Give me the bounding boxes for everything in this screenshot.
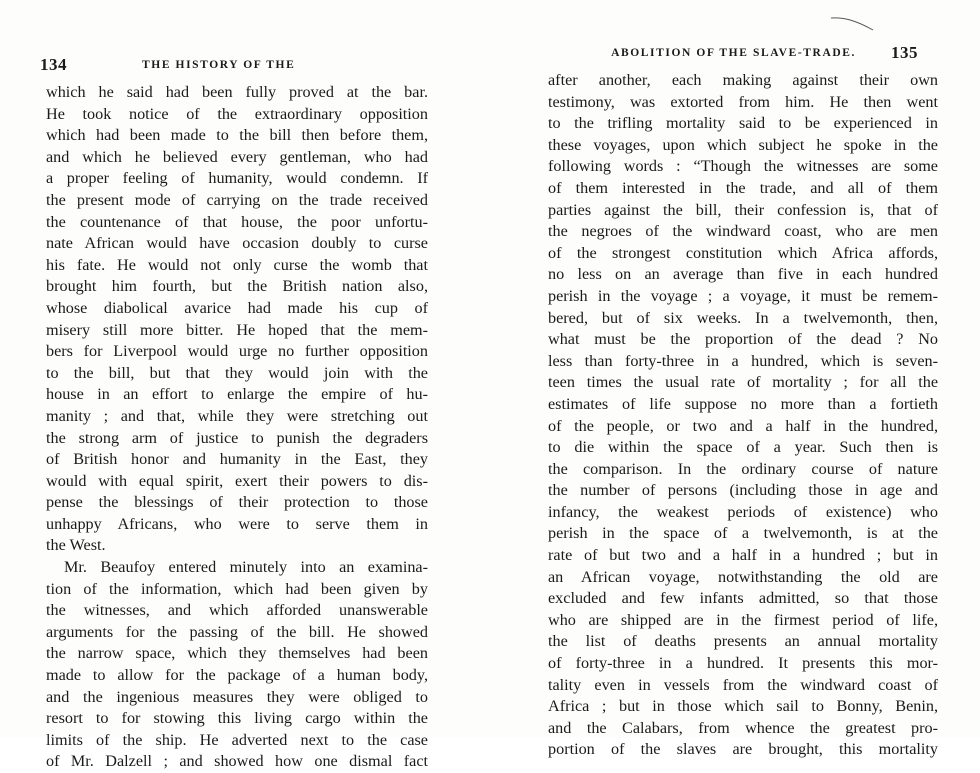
text-line: the negroes of the windward coast, who are men (548, 222, 938, 241)
text-line: the countenance of that house, the poor unfortu- (46, 212, 428, 231)
text-line: an African voyage, notwithstanding the old are (548, 567, 938, 586)
text-line: parties against the bill, their confession is, that of (548, 200, 938, 219)
text-line: which he said had been fully proved at the bar. (46, 83, 428, 101)
right-page-number: 135 (891, 43, 918, 62)
text-line: the number of persons (including those in age and (548, 481, 938, 500)
text-line: testimony, was extorted from him. He then went (548, 92, 938, 111)
text-line: estimates of life suppose no more than a fortieth (548, 394, 938, 413)
text-line: the present mode of carrying on the trade received (46, 190, 428, 209)
text-line: arguments for the passing of the bill. He showed (46, 622, 428, 641)
text-line: bered, but of six weeks. In a twelvemonth, then, (548, 308, 938, 327)
text-line: of Mr. Dalzell ; and showed how one dismal fact (46, 752, 428, 771)
text-line: his fate. He would not only curse the womb that (46, 255, 428, 274)
text-line: would with equal spirit, exert their powers to dis- (46, 471, 428, 490)
text-line: to the trifling mortality said to be experienced in (548, 114, 938, 133)
left-page (0, 0, 490, 771)
text-line: tion of the information, which had been given by (46, 579, 428, 598)
text-line: to the bill, but that they would join with the (46, 363, 428, 382)
text-line: manity ; and that, while they were stretching out (46, 406, 428, 425)
text-line: the witnesses, and which afforded unanswerable (46, 601, 428, 620)
pencil-stroke-mark (829, 14, 875, 32)
right-page (490, 0, 980, 759)
text-line: teen times the usual rate of mortality ; for all the (548, 373, 938, 392)
text-line: and the ingenious measures they were obliged to (46, 687, 428, 706)
text-line: perish in the space of a twelvemonth, is at the (548, 524, 938, 543)
left-running-head (0, 55, 490, 79)
right-running-title: ABOLITION OF THE SLAVE-TRADE. (611, 47, 856, 59)
text-line: of forty-three in a hundred. It presents this mor- (548, 654, 938, 673)
text-line: these voyages, upon which subject he spoke in the (548, 135, 938, 154)
text-line-paragraph-end: the West. (46, 536, 106, 555)
text-line: perish in the voyage ; a voyage, it must be remem- (548, 286, 938, 305)
text-line: made to allow for the package of a human body, (46, 666, 428, 685)
text-line: He took notice of the extraordinary opposition (46, 104, 428, 123)
text-line: bers for Liverpool would urge no further opposition (46, 342, 428, 361)
text-line: misery still more bitter. He hoped that the mem- (46, 320, 428, 339)
text-line: brought him fourth, but the British nation also, (46, 277, 428, 296)
text-line: who are shipped are in the firmest period of life, (548, 610, 938, 629)
text-line: less than forty-three in a hundred, which is seven- (548, 351, 938, 370)
text-line: the list of deaths presents an annual mortality (548, 632, 938, 651)
text-line: pense the blessings of their protection to those (46, 493, 428, 512)
text-line: resort to for stowing this living cargo within the (46, 709, 428, 728)
text-line: the strong arm of justice to punish the degraders (46, 428, 428, 447)
text-line: and which he believed every gentleman, who had (46, 147, 428, 166)
left-running-title: THE HISTORY OF THE (142, 59, 296, 71)
text-line: after another, each making against their own (548, 71, 938, 89)
text-line: to die within the space of a year. Such then is (548, 438, 938, 457)
text-line: infancy, the weakest periods of existence) who (548, 502, 938, 521)
text-line: of them interested in the trade, and all of them (548, 178, 938, 197)
text-line: nate African would have occasion doubly to curse (46, 234, 428, 253)
text-line: a proper feeling of humanity, would condemn. If (46, 169, 428, 188)
text-line: whose diabolical avarice had made his cup of (46, 298, 428, 317)
text-line: of the people, or two and a half in the hundred, (548, 416, 938, 435)
text-line: limits of the ship. He adverted next to the case (46, 730, 428, 749)
text-line: the narrow space, which they themselves had been (46, 644, 428, 663)
text-line: the comparison. In the ordinary course of nature (548, 459, 938, 478)
text-line: Africa ; but in those which sail to Bonny, Benin, (548, 697, 938, 716)
right-page-body (548, 70, 938, 761)
left-page-number: 134 (40, 55, 67, 74)
left-page-body (46, 82, 428, 773)
text-line: portion of the slaves are brought, this mortality (548, 740, 938, 759)
text-line: of British honor and humanity in the East, they (46, 450, 428, 469)
text-line: of the strongest constitution which Africa affords, (548, 243, 938, 262)
text-line: tality even in vessels from the windward coast of (548, 675, 938, 694)
text-line: following words : “Though the witnesses are some (548, 157, 938, 176)
text-line-paragraph-start: Mr. Beaufoy entered minutely into an examina- (64, 558, 428, 577)
text-line: rate of but two and a half in a hundred ; but in (548, 546, 938, 565)
text-line: unhappy Africans, who were to serve them in (46, 514, 428, 533)
text-line: house in an effort to enlarge the empire of hu- (46, 385, 428, 404)
text-line: what must be the proportion of the dead ? No (548, 330, 938, 349)
text-line: which had been made to the bill then before them, (46, 126, 428, 145)
text-line: no less on an average than five in each hundred (548, 265, 938, 284)
text-line: excluded and few infants admitted, so that those (548, 589, 938, 608)
text-line: and the Calabars, from whence the greatest pro- (548, 718, 938, 737)
